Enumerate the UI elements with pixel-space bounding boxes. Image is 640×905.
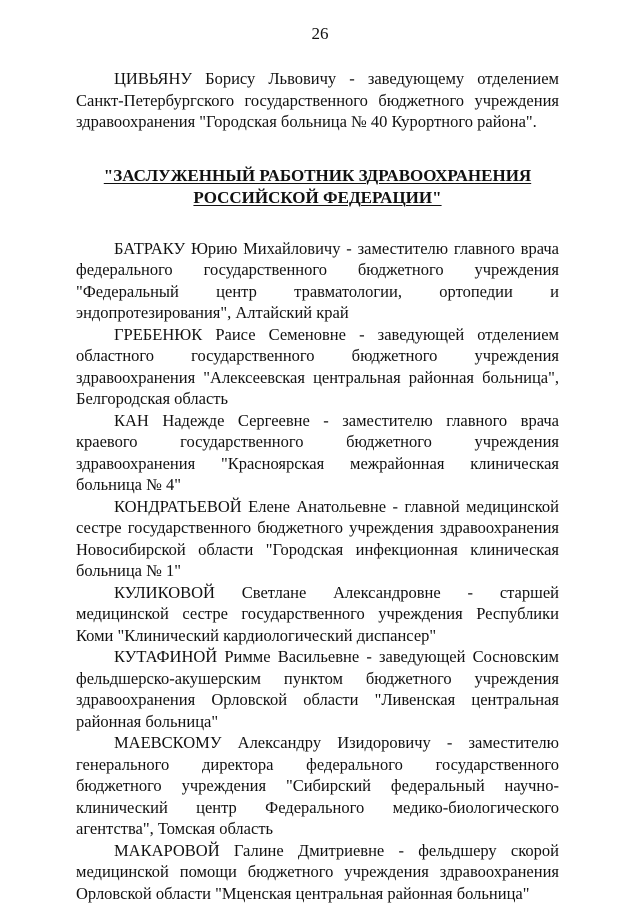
award-entry: ГРЕБЕНЮК Раисе Семеновне - заведующей отделением областного государственного бюджетного учреждения здравоохранения "Алексеевская центральная районная больница", Белгородская область [76,324,559,408]
award-entry: БАТРАКУ Юрию Михайловичу - заместителю главного врача федерального государственного бюджетного учреждения "Федеральный центр травматологии, ортопедии и эндопротезирования", Алтайский край [76,238,559,322]
section-heading-line-1: "ЗАСЛУЖЕННЫЙ РАБОТНИК ЗДРАВООХРАНЕНИЯ [103,165,532,185]
award-entry: КОНДРАТЬЕВОЙ Елене Анатольевне - главной медицинской сестре государственного бюджетного учреждения здравоохранения Новосибирской области "Городская инфекционная клиническая больница № 1" [76,496,559,580]
award-entry-intro: ЦИВЬЯНУ Борису Львовичу - заведующему отделением Санкт-Петербургского государственного бюджетного учреждения здравоохранения "Городская больница № 40 Курортного района". [76,69,559,131]
spacer [76,133,559,165]
award-entry: КУЛИКОВОЙ Светлане Александровне - старшей медицинской сестре государственного учреждения Республики Коми "Клинический кардиологический диспансер" [76,582,559,645]
document-body [76,68,559,904]
award-entry: МАЕВСКОМУ Александру Изидоровичу - заместителю генерального директора федерального государственного бюджетного учреждения "Сибирский федеральный научно-клинический центр Федерального медико-биологического агентства", Томская область [76,733,559,838]
section-heading-line-2: РОССИЙСКОЙ ФЕДЕРАЦИИ" [193,187,442,207]
spacer [76,209,559,238]
award-entry: МАКАРОВОЙ Галине Дмитриевне - фельдшеру скорой медицинской помощи бюджетного учреждения здравоохранения Орловской области "Мценская центральная районная больница" [76,840,559,903]
section-heading [76,165,559,209]
award-entry: КАН Надежде Сергеевне - заместителю главного врача краевого государственного бюджетного учреждения здравоохранения "Красноярская межрайонная клиническая больница № 4" [76,410,559,494]
award-entry: КУТАФИНОЙ Римме Васильевне - заведующей Сосновским фельдшерско-акушерским пунктом бюджетного учреждения здравоохранения Орловской области "Ливенская центральная районная больница" [76,647,559,731]
page-number: 26 [311,24,329,43]
